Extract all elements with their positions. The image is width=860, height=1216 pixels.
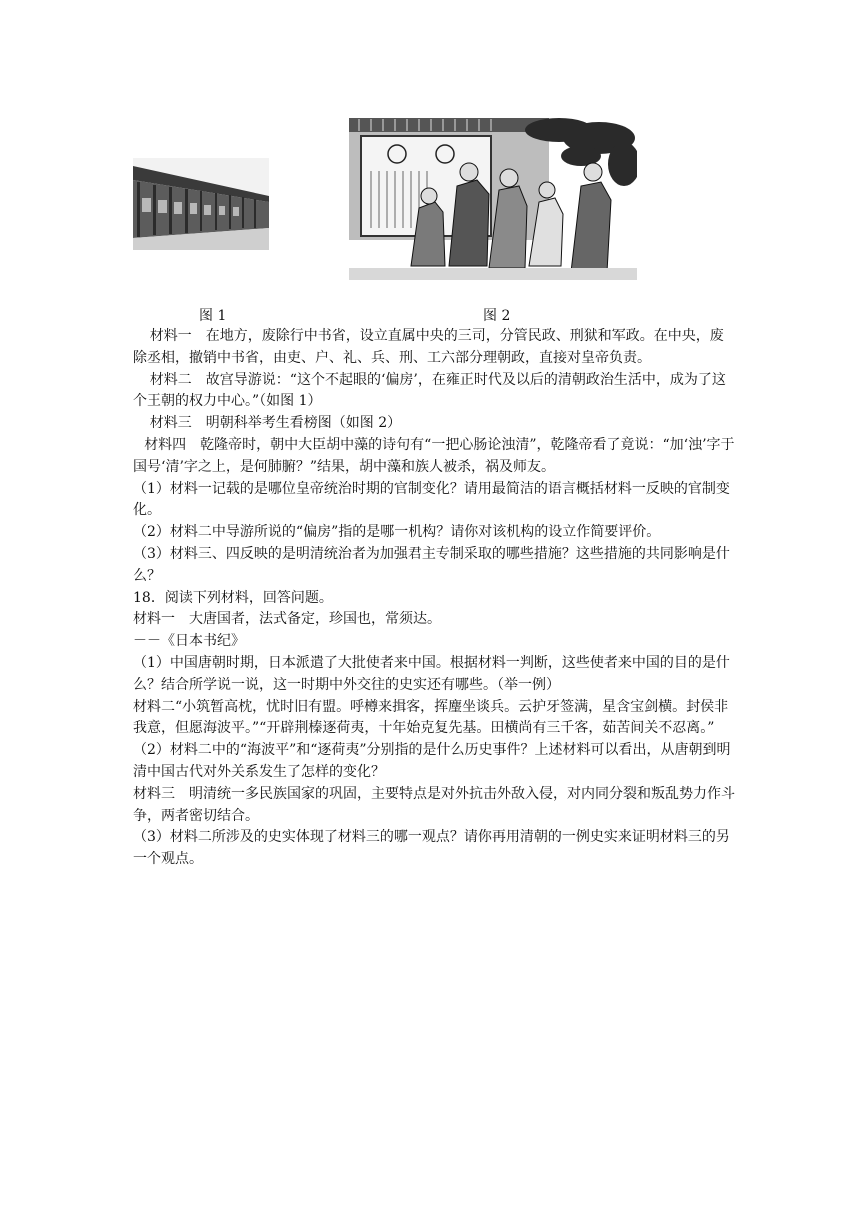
- question-1: （1）材料一记载的是哪位皇帝统治时期的官制变化？请用最简洁的语言概括材料一反映的官制变化。: [133, 480, 730, 519]
- section-18-material-1: 材料一 大唐国者，法式备定，珍国也，常须达。: [133, 611, 441, 628]
- figure-1-building-photo: [133, 158, 269, 250]
- material-1-paragraph: 材料一 在地方，废除行中书省，设立直属中央的三司，分管民政、刑狱和军政。在中央，废除丞相，撤销中书省，由吏、户、礼、兵、刑、工六部分理朝政，直接对皇帝负责。: [133, 328, 724, 366]
- material-2-paragraph: 材料二 故宫导游说：“这个不起眼的‘偏房’，在雍正时代及以后的清朝政治生活中，成为了这个王朝的权力中心。”（如图 1）: [133, 371, 726, 410]
- section-18-question-2: （2）材料二中的“海波平”和“逐荷夷”分别指的是什么历史事件？上述材料可以看出，从唐朝到明清中国古代对外关系发生了怎样的变化？: [133, 742, 731, 780]
- material-4-paragraph: 材料四 乾隆帝时，朝中大臣胡中藻的诗句有“一把心肠论浊清”，乾隆帝看了竟说：“加‘浊’字于国号‘清’字之上，是何肺腑？”结果，胡中藻和族人被杀，祸及师友。: [133, 436, 735, 475]
- document-body: [133, 326, 737, 871]
- question-3: （3）材料三、四反映的是明清统治者为加强君主专制采取的哪些措施？这些措施的共同影响是什么？: [133, 545, 730, 584]
- material-3-paragraph: 材料三 明朝科举考生看榜图（如图 2）: [149, 415, 402, 432]
- figure-2-exam-results-illustration: [349, 116, 637, 280]
- section-18-source: －－《日本书纪》: [133, 633, 245, 650]
- section-18-material-3: 材料三 明清统一多民族国家的巩固，主要特点是对外抗击外敌入侵，对内同分裂和叛乱势力作斗争，两者密切结合。: [133, 785, 735, 824]
- figure-1-caption: 图 1: [199, 308, 227, 324]
- figure-2-caption: 图 2: [483, 308, 511, 324]
- question-2: （2）材料二中导游所说的“偏房”指的是哪一机构？请你对该机构的设立作简要评价。: [133, 524, 661, 541]
- section-18-question-3: （3）材料二所涉及的史实体现了材料三的哪一观点？请你再用清朝的一例史实来证明材料三的另一个观点。: [133, 829, 730, 868]
- section-18-question-1: （1）中国唐朝时期，日本派遣了大批使者来中国。根据材料一判断，这些使者来中国的目的是什么？结合所学说一说，这一时期中外交往的史实还有哪些。（举一例）: [133, 654, 730, 693]
- section-18-material-2: 材料二“小筑暂高枕，忧时旧有盟。呼樽来揖客，挥麈坐谈兵。云护牙签满，星含宝剑横。封侯非我意，但愿海波平。”“开辟荆榛逐荷夷，十年始克复先基。田横尚有三千客，茹苦间关不忍离。”: [133, 698, 729, 737]
- section-18-heading: 18．阅读下列材料，回答问题。: [133, 589, 333, 606]
